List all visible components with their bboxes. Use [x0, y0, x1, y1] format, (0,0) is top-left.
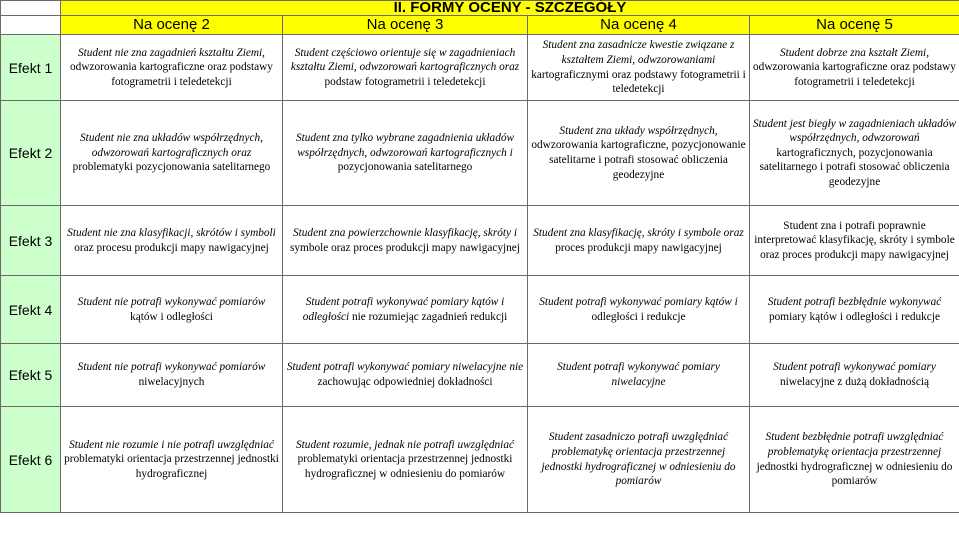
criteria-text: odwzorowania kartograficzne oraz podstawy fotogrametrii i teledetekcji — [70, 61, 273, 88]
criteria-cell — [528, 35, 750, 101]
criteria-cell — [750, 407, 959, 513]
criteria-text-italic: Student potrafi wykonywać pomiary niwelacyjne nie — [286, 361, 524, 374]
criteria-text-italic: Student nie rozumie i nie potrafi uwzględniać — [69, 438, 274, 451]
criteria-text-italic: Student zna układy współrzędnych, — [559, 124, 718, 137]
criteria-cell — [528, 407, 750, 513]
criteria-text: pozycjonowania satelitarnego — [337, 161, 473, 174]
criteria-text: Student zna i potrafi poprawnie interpretować klasyfikację, skróty i symbole oraz proces produkcji mapy nawigacyjnej — [754, 219, 955, 261]
criteria-text: proces produkcji mapy nawigacyjnej — [555, 241, 722, 254]
criteria-text-italic: Student bezbłędnie potrafi uwzględniać problematykę orientacja przestrzennej — [765, 431, 944, 458]
criteria-cell — [61, 344, 283, 407]
criteria-text-italic: Student zna zasadnicze kwestie związane z kształtem Ziemi, odwzorowaniami — [542, 39, 735, 66]
criteria-text: kartograficznymi oraz podstawy fotogrametrii i teledetekcji — [531, 68, 746, 96]
criteria-text: nie rozumiejąc zagadnień redukcji — [349, 310, 508, 323]
criteria-cell — [61, 206, 283, 276]
efekt-label: Efekt 2 — [1, 101, 61, 206]
efekt-row — [1, 206, 959, 276]
criteria-text-italic: Student potrafi bezbłędnie wykonywać — [767, 295, 942, 308]
criteria-cell — [750, 206, 959, 276]
criteria-cell — [283, 101, 528, 206]
criteria-text-italic: Student potrafi wykonywać pomiary niwelacyjne — [557, 361, 720, 388]
efekt-label: Efekt 4 — [1, 276, 61, 344]
criteria-cell — [61, 407, 283, 513]
efekt-label: Efekt 3 — [1, 206, 61, 276]
criteria-text-italic: Student częściowo orientuje się w zagadnieniach kształtu Ziemi, odwzorowań kartograficznych oraz — [290, 46, 520, 74]
criteria-text-italic: Student zasadniczo potrafi uwzględniać problematykę orientacja przestrzennej jednostki hydrograficznej w odniesieniu do pomiarów — [541, 431, 736, 488]
criteria-cell — [528, 276, 750, 344]
criteria-text: jednostki hydrograficznej w odniesieniu do pomiarów — [756, 460, 953, 488]
criteria-text: pomiary kątów i odległości i redukcje — [769, 310, 940, 323]
grade-header-5: Na ocenę 5 — [750, 16, 959, 35]
criteria-text: niwelacyjne z dużą dokładnością — [780, 376, 929, 388]
criteria-text: symbole oraz proces produkcji mapy nawigacyjnej — [290, 241, 520, 254]
efekt-row — [1, 101, 959, 206]
criteria-text-italic: Student nie potrafi wykonywać pomiarów — [77, 361, 266, 374]
efekt-row — [1, 276, 959, 344]
corner-cell — [1, 16, 61, 35]
efekt-row — [1, 35, 959, 101]
efekt-row — [1, 407, 959, 513]
grade-header-3: Na ocenę 3 — [283, 16, 528, 35]
criteria-cell — [61, 276, 283, 344]
criteria-cell — [283, 344, 528, 407]
criteria-cell — [283, 206, 528, 276]
criteria-text-italic: Student dobrze zna kształt Ziemi, — [779, 46, 930, 59]
grade-header-2: Na ocenę 2 — [61, 16, 283, 35]
criteria-cell — [750, 276, 959, 344]
criteria-cell — [283, 35, 528, 101]
grade-header-4: Na ocenę 4 — [528, 16, 750, 35]
criteria-text: odwzorowania kartograficzne oraz podstawy fotogrametrii i teledetekcji — [753, 61, 956, 88]
criteria-text: problematyki orientacja przestrzennej jednostki hydrograficznej w odniesieniu do pomiarów — [297, 453, 513, 480]
criteria-text: podstaw fotogrametrii i teledetekcji — [324, 75, 486, 88]
criteria-cell — [283, 407, 528, 513]
criteria-cell — [61, 35, 283, 101]
criteria-text: kartograficznych, pozycjonowania satelitarnego i potrafi stosować obliczenia geodezyjne — [759, 146, 950, 188]
corner-cell — [1, 1, 61, 16]
criteria-text: zachowując odpowiedniej dokładności — [317, 376, 493, 388]
criteria-text: oraz procesu produkcji mapy nawigacyjnej — [74, 241, 269, 254]
criteria-cell — [528, 344, 750, 407]
efekt-label: Efekt 6 — [1, 407, 61, 513]
criteria-cell — [528, 206, 750, 276]
criteria-cell — [283, 276, 528, 344]
grades-header-row — [1, 16, 959, 35]
criteria-text-italic: Student rozumie, jednak nie potrafi uwzględniać — [296, 438, 514, 451]
criteria-text-italic: Student zna powierzchownie klasyfikację, skróty i — [292, 226, 517, 239]
criteria-text-italic: Student potrafi wykonywać pomiary kątów i — [539, 295, 738, 308]
criteria-text-italic: Student nie zna zagadnień kształtu Ziemi, — [77, 46, 266, 59]
criteria-text: problematyki pozycjonowania satelitarnego — [72, 161, 271, 174]
criteria-text: problematyki orientacja przestrzennej jednostki hydrograficznej — [64, 453, 279, 480]
criteria-text-italic: Student zna tylko wybrane zagadnienia układów współrzędnych, odwzorowań kartograficznych i — [295, 132, 515, 159]
efekt-label: Efekt 1 — [1, 35, 61, 101]
criteria-cell — [750, 101, 959, 206]
criteria-text: odległości i redukcje — [591, 310, 686, 323]
criteria-text-italic: Student nie zna układów współrzędnych, odwzorowań kartograficznych oraz — [80, 132, 263, 159]
criteria-text-italic: Student potrafi wykonywać pomiary kątów i odległości — [302, 295, 505, 323]
criteria-cell — [750, 344, 959, 407]
criteria-text: kątów i odległości — [130, 310, 213, 323]
document-title: II. FORMY OCENY - SZCZEGÓŁY — [61, 1, 959, 16]
criteria-cell — [528, 101, 750, 206]
efekt-label: Efekt 5 — [1, 344, 61, 407]
criteria-text-italic: Student zna klasyfikację, skróty i symbole oraz — [533, 226, 744, 239]
criteria-cell — [750, 35, 959, 101]
criteria-text-italic: Student nie zna klasyfikacji, skrótów i symboli — [67, 226, 276, 239]
criteria-text-italic: Student nie potrafi wykonywać pomiarów — [77, 295, 266, 308]
criteria-text: odwzorowania kartograficzne, pozycjonowanie satelitarne i potrafi stosować obliczenia geodezyjne — [531, 139, 746, 181]
criteria-text-italic: Student potrafi wykonywać pomiary — [773, 361, 936, 374]
criteria-text-italic: Student jest biegły w zagadnieniach układów współrzędnych, odwzorowań — [753, 117, 957, 145]
criteria-text: niwelacyjnych — [138, 376, 205, 388]
efekt-row — [1, 344, 959, 407]
criteria-cell — [61, 101, 283, 206]
